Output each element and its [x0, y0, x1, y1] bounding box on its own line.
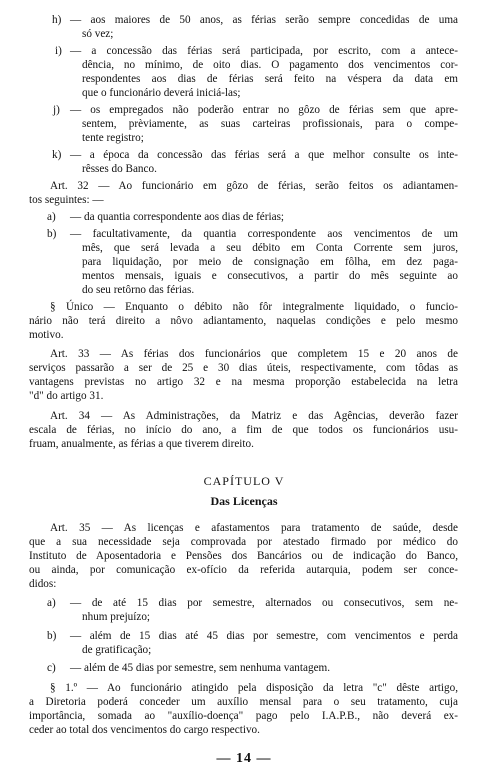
art33-line-4: "d" do artigo 31. — [29, 390, 104, 402]
art32-b-line-4: mentos mensais, iguais e consecutivos, a partir do mês seguinte ao — [82, 270, 458, 282]
item-j-line-2: sentem, prèviamente, as suas carteiras profissionais, para o compe- — [82, 118, 458, 130]
par1-line-4: ceder ao total dos vencimentos do cargo respectivo. — [29, 724, 260, 736]
chapter-heading: CAPÍTULO V — [203, 474, 285, 488]
art32-line-2: tos seguintes: — — [29, 194, 104, 206]
art32-b-line-3: para liquidação, por meio de consignação em fôlha, em dez paga- — [82, 256, 458, 268]
art34-line-1: Art. 34 — As Administrações, da Matriz e das Agências, deverão fazer — [50, 410, 458, 422]
art34-line-2: escala de férias, no início do ano, a fim de que todos os funcionários usu- — [29, 424, 458, 436]
art35-a-line-2: nhum prejuízo; — [82, 611, 151, 623]
art35-line-4: ou ainda, por comunicação ex-ofício da referida autarquia, podem ser conce- — [29, 564, 458, 576]
item-i-line-4: que o funcionário deverá iniciá-las; — [82, 87, 241, 99]
item-label-h: h) — [52, 14, 62, 26]
item-h-line-1: — aos maiores de 50 anos, as férias serão sempre concedidas de uma — [70, 14, 458, 26]
art35-label-a: a) — [47, 597, 56, 609]
art32-b-line-1: — facultativamente, da quantia correspondente aos vencimentos de um — [70, 228, 458, 240]
item-k-line-2: rêsses do Banco. — [82, 163, 157, 175]
art33-line-1: Art. 33 — As férias dos funcionários que completem 15 e 20 anos de — [50, 348, 458, 360]
par1-line-2: a Diretoria poderá conceder um auxílio mensal para o seu tratamento, cuja — [29, 696, 458, 708]
item-i-line-3: respondentes aos dias de férias será feito na véspera da data em — [82, 73, 458, 85]
art32-label-b: b) — [47, 228, 57, 240]
art34-line-3: fruam, anualmente, as férias a que tiverem direito. — [29, 438, 254, 450]
art35-line-3: Instituto de Aposentadoria e Pensões dos Bancários ou de indicação do Banco, — [29, 550, 458, 562]
item-label-k: k) — [52, 149, 62, 161]
section-heading: Das Licenças — [210, 494, 278, 508]
art33-line-2: serviços passarão a ser de 25 e 30 dias úteis, respectivamente, com tôdas as — [29, 362, 458, 374]
item-label-i: i) — [55, 45, 62, 57]
art35-b-line-1: — além de 15 dias até 45 dias por semestre, com vencimentos e perda — [70, 630, 458, 642]
art35-c-line-1: — além de 45 dias por semestre, sem nenhuma vantagem. — [70, 662, 331, 674]
art35-label-b: b) — [47, 630, 57, 642]
art33-line-3: vantagens previstas no artigo 32 e na mesma proporção estabelecida na letra — [29, 376, 458, 388]
art32-unico-line-2: nário não terá direito a nôvo adiantamento, naquelas condições e pelo mesmo — [29, 315, 458, 327]
art35-a-line-1: — de até 15 dias por semestre, alternados ou consecutivos, sem ne- — [70, 597, 458, 609]
art32-a-line-1: — da quantia correspondente aos dias de férias; — [70, 211, 285, 223]
art32-b-line-5: do seu retôrno das férias. — [82, 284, 195, 296]
item-h-line-2: só vez; — [82, 28, 114, 40]
art32-unico-line-3: motivo. — [29, 329, 64, 341]
art32-unico-line-1: § Único — Enquanto o débito não fôr integralmente liquidado, o funcio- — [50, 301, 458, 313]
item-i-line-1: — a concessão das férias será participada, por escrito, com a antece- — [70, 45, 458, 57]
art32-label-a: a) — [47, 211, 56, 223]
art35-line-5: didos: — [29, 578, 57, 590]
art35-b-line-2: de gratificação; — [82, 644, 152, 656]
art32-line-1: Art. 32 — Ao funcionário em gôzo de férias, serão feitos os adiantamen- — [50, 180, 458, 192]
art32-b-line-2: mês, que será levada a seu débito em Conta Corrente sem juros, — [82, 242, 458, 254]
item-j-line-1: — os empregados não poderão entrar no gôzo de férias sem que apre- — [70, 104, 458, 116]
item-k-line-1: — a época da concessão das férias será a que melhor consulte os inte- — [70, 149, 458, 161]
par1-line-3: importância, somada ao "auxílio-doença" pago pelo I.A.P.B., não deverá ex- — [29, 710, 458, 722]
par1-line-1: § 1.º — Ao funcionário atingido pela disposição da letra "c" dêste artigo, — [50, 682, 458, 694]
page-number: — 14 — — [216, 751, 272, 766]
art35-line-2: que a sua necessidade seja comprovada por atestado firmado por médico do — [29, 536, 458, 548]
item-i-line-2: dência, no mínimo, de oito dias. O pagamento dos vencimentos cor- — [82, 59, 458, 71]
item-label-j: j) — [53, 104, 60, 116]
item-j-line-3: tente registro; — [82, 132, 144, 144]
art35-label-c: c) — [47, 662, 56, 674]
art35-line-1: Art. 35 — As licenças e afastamentos para tratamento de saúde, desde — [50, 522, 458, 534]
